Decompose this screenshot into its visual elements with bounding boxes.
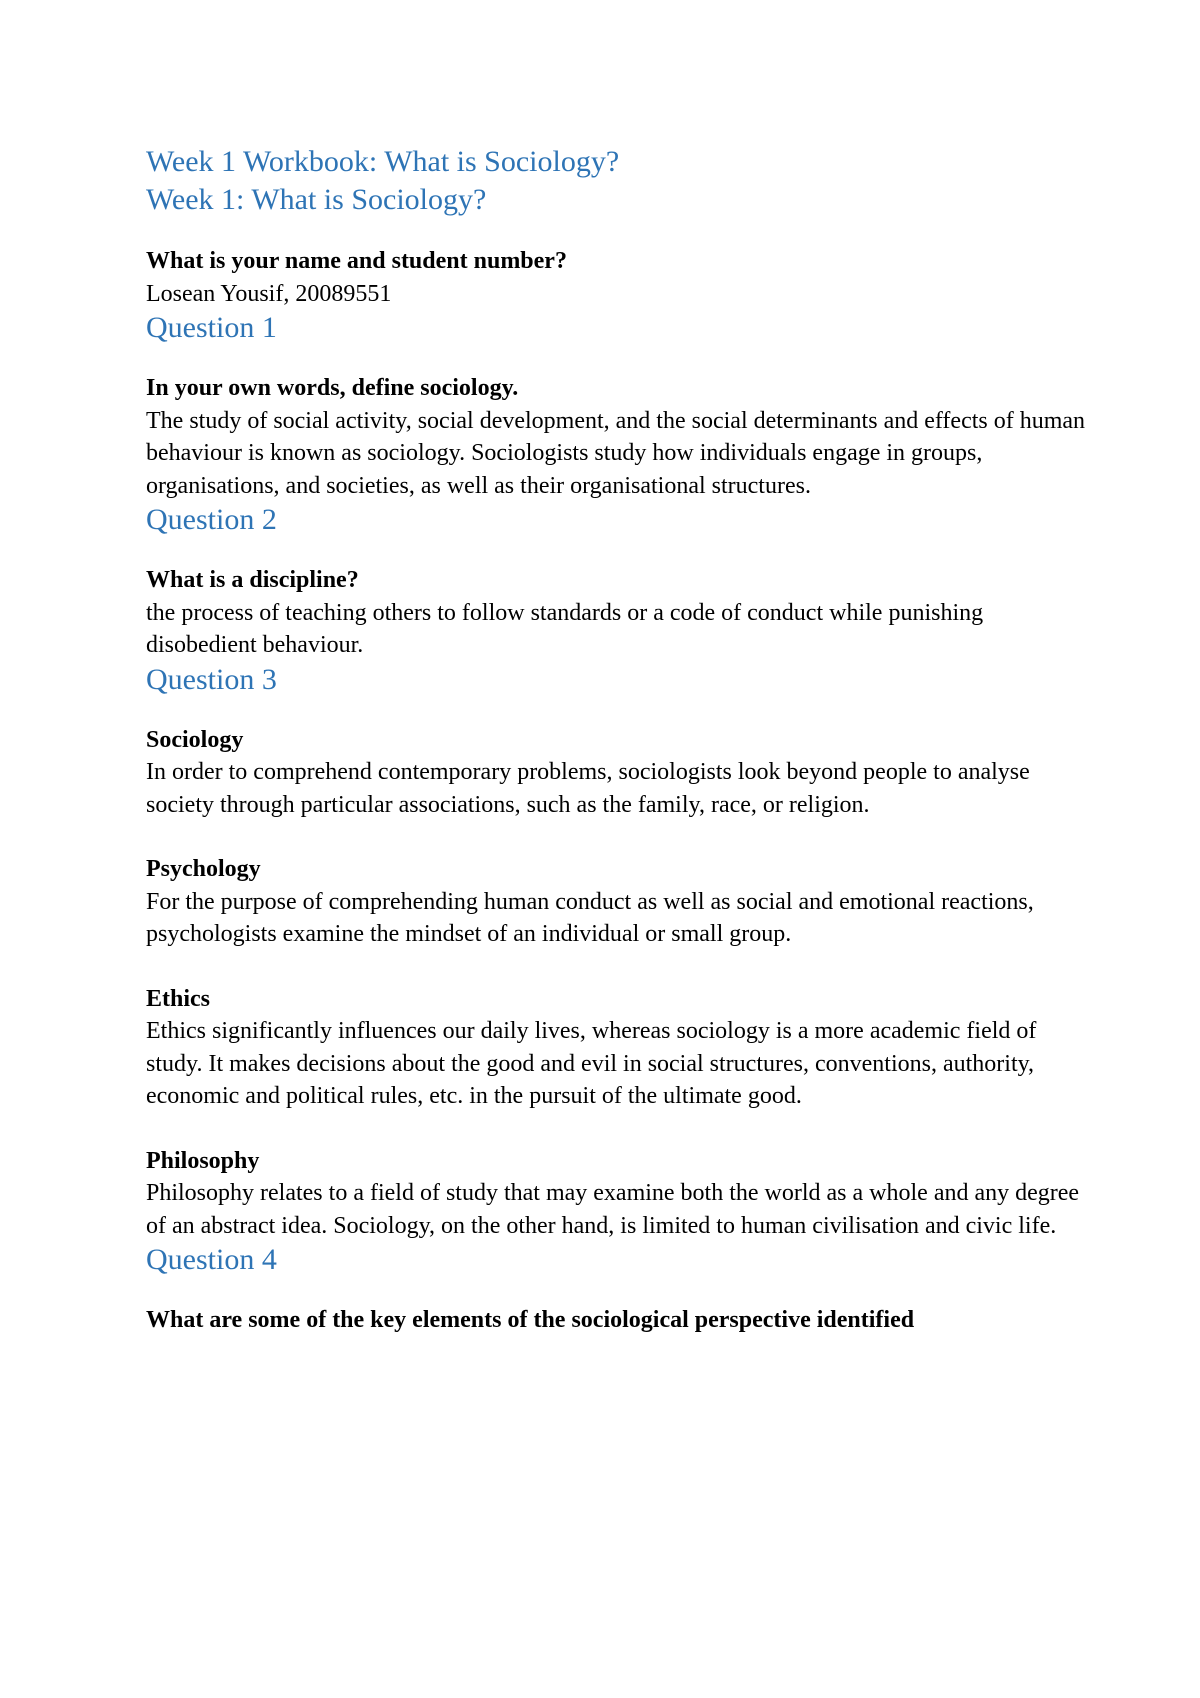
document-title: Week 1 Workbook: What is Sociology?	[146, 145, 620, 178]
question-2-prompt: What is a discipline?	[146, 567, 359, 593]
paragraph-gap	[146, 951, 1086, 983]
intro-prompt: What is your name and student number?	[146, 248, 567, 274]
section-text-psychology: For the purpose of comprehending human conduct as well as social and emotional reactions, psychologists examine the mindset of an individual or small group.	[146, 888, 1034, 947]
question-4-prompt: What are some of the key elements of the sociological perspective identified	[146, 1307, 915, 1333]
section-label-ethics: Ethics	[146, 985, 211, 1012]
question-1-heading: Question 1	[146, 311, 277, 344]
paragraph-gap	[146, 1113, 1086, 1145]
section-label-philosophy: Philosophy	[146, 1147, 260, 1174]
intro-answer: Losean Yousif, 20089551	[146, 280, 392, 307]
question-1-answer: The study of social activity, social development, and the social determinants and effects of human behaviour is known as sociology. Sociologists study how individuals engage in groups, organisations, and societies, as well as their organisational structures.	[146, 407, 1086, 499]
section-label-sociology: Sociology	[146, 726, 244, 753]
question-2-answer: the process of teaching others to follow standards or a code of conduct while punishing disobedient behaviour.	[146, 599, 984, 658]
section-label-psychology: Psychology	[146, 856, 261, 882]
question-2-heading: Question 2	[146, 503, 277, 536]
question-4-heading: Question 4	[146, 1243, 277, 1276]
section-text-philosophy: Philosophy relates to a field of study that may examine both the world as a whole and any degree of an abstract idea. Sociology, on the other hand, is limited to human civilisation and civic life.	[146, 1180, 1080, 1239]
document-subtitle: Week 1: What is Sociology?	[146, 183, 487, 216]
document-page	[146, 143, 1086, 1337]
question-3-heading: Question 3	[146, 662, 277, 696]
paragraph-gap	[146, 821, 1086, 853]
section-text-sociology: In order to comprehend contemporary problems, sociologists look beyond people to analyse society through particular associations, such as the family, race, or religion.	[146, 759, 1030, 818]
question-1-prompt: In your own words, define sociology.	[146, 375, 519, 401]
section-text-ethics: Ethics significantly influences our daily lives, whereas sociology is a more academic field of study. It makes decisions about the good and evil in social structures, conventions, authority, economic and political rules, etc. in the pursuit of the ultimate good.	[146, 1018, 1037, 1109]
